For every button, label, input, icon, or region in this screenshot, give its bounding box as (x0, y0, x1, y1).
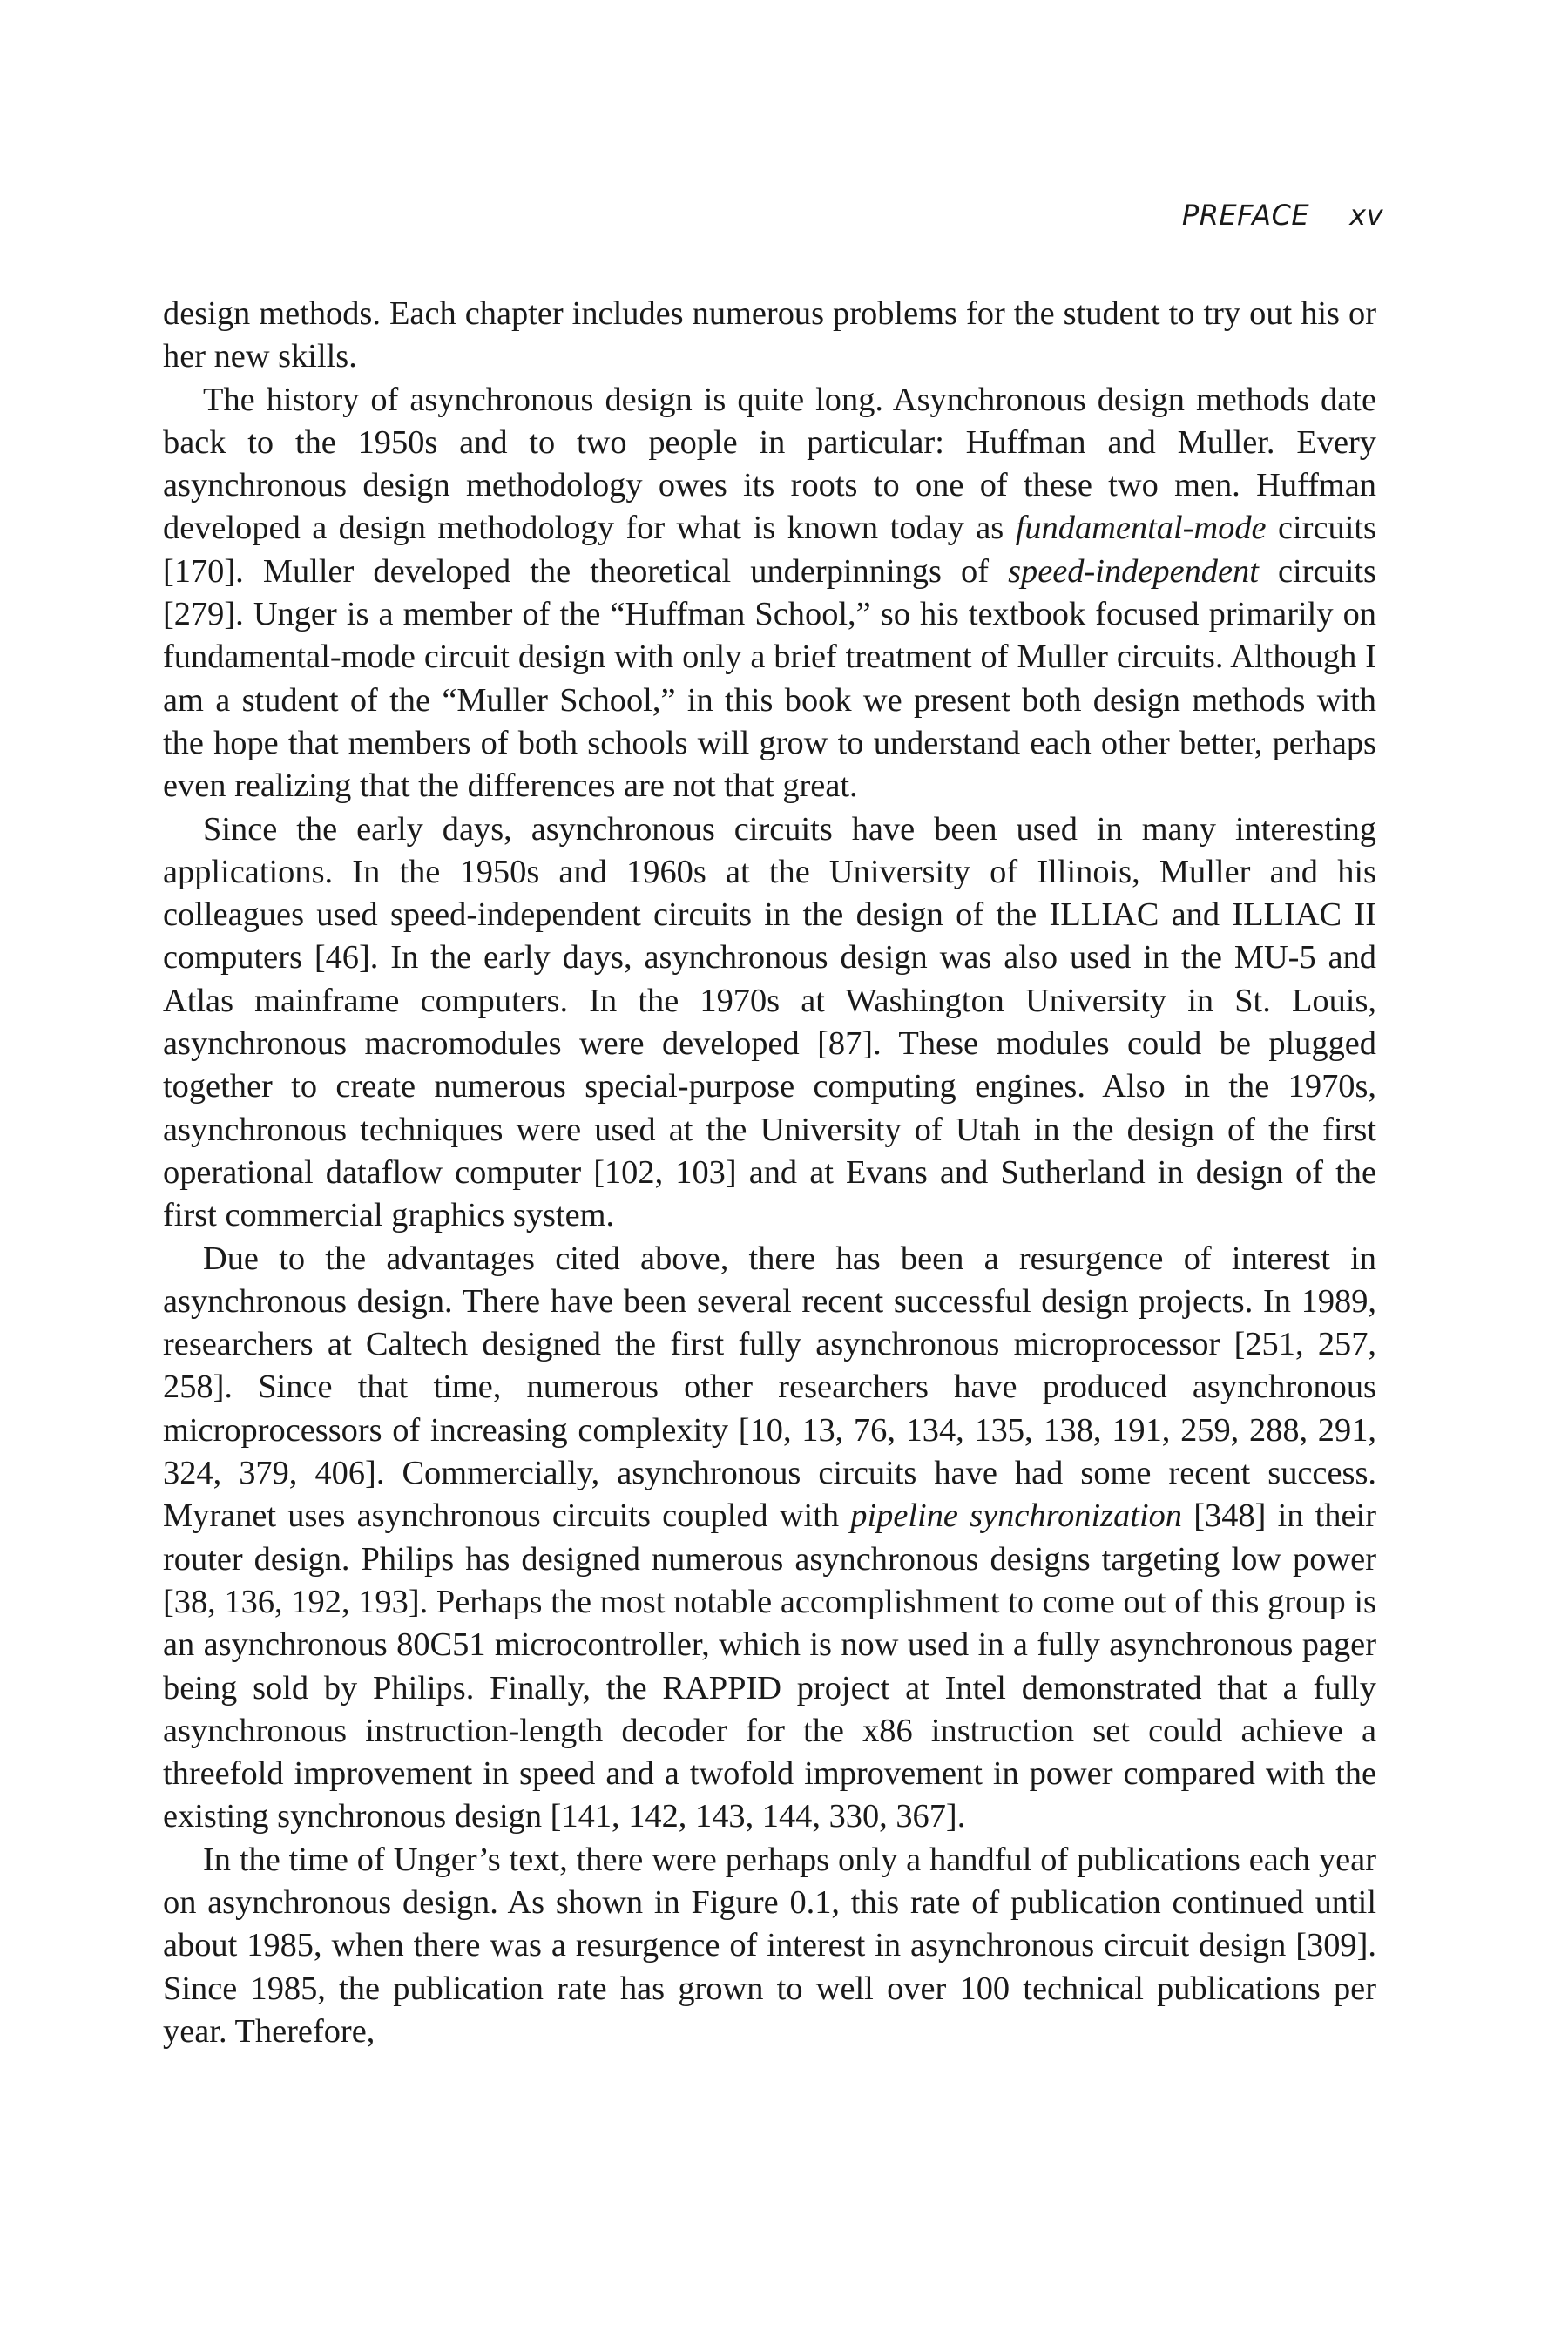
paragraph (163, 1238, 1376, 1839)
italic-term: pipeline synchronization (850, 1497, 1183, 1535)
text-segment: Due to the advantages cited above, there has been a resurgence of interest in asynchronous design. There have been several recent successful design projects. In 1989, researchers at Caltech designed the first fully asynchronous microprocessor [251, 257, 258]. Since that time, numerous other researchers have produced asynchronous microprocessors of increasing complexity [10, 13, 76, 134, 135, 138, 191, 259, 288, 291, 324, 379, 406]. Commercially, asynchronous circuits have had some recent success. Myranet uses asynchronous circuits coupled with (163, 1240, 1376, 1535)
paragraph (163, 1839, 1376, 2053)
section-title: PREFACE (1181, 199, 1310, 232)
body-text (163, 293, 1376, 2053)
text-segment: In the time of Unger’s text, there were perhaps only a handful of publications each year on asynchronous design. As shown in Figure 0.1, this rate of publication continued until about 1985, when there was a resurgence of interest in asynchronous circuit design [309]. Since 1985, the publication rate has grown to well over 100 technical publications per year. Therefore, (163, 1841, 1376, 2050)
text-segment: circuits [279]. Unger is a member of the “Huffman School,” so his textbook focused primarily on fundamental-mode circuit design with only a brief treatment of Muller circuits. Although I am a student of the “Muller School,” in this book we present both design methods with the hope that members of both schools will grow to understand each other better, perhaps even realizing that the differences are not that great. (163, 552, 1376, 805)
paragraph (163, 293, 1376, 379)
paragraph (163, 379, 1376, 808)
text-segment: circuits [170]. Muller developed the theoretical underpinnings of (163, 510, 1376, 590)
text-segment: design methods. Each chapter includes numerous problems for the student to try out his or her new skills. (163, 295, 1376, 375)
text-segment: Since the early days, asynchronous circuits have been used in many interesting applications. In the 1950s and 1960s at the University of Illinois, Muller and his colleagues used speed-independent circuits in the design of the ILLIAC and ILLIAC II computers [46]. In the early days, asynchronous design was also used in the MU-5 and Atlas mainframe computers. In the 1970s at Washington University in St. Louis, asynchronous macromodules were developed [87]. These modules could be plugged together to create numerous special-purpose computing engines. Also in the 1970s, asynchronous techniques were used at the University of Utah in the design of the first operational dataflow computer [102, 103] and at Evans and Sutherland in design of the first commercial graphics system. (163, 810, 1376, 1234)
page-number: xv (1349, 199, 1383, 232)
text-segment: The history of asynchronous design is quite long. Asynchronous design methods date back to the 1950s and to two people in particular: Huffman and Muller. Every asynchronous design methodology owes its roots to one of these two men. Huffman developed a design methodology for what is known today as (163, 381, 1376, 547)
text-segment: [348] in their router design. Philips has designed numerous asynchronous designs targeting low power [38, 136, 192, 193]. Perhaps the most notable accomplishment to come out of this group is an asynchronous 80C51 microcontroller, which is now used in a fully asynchronous pager being sold by Philips. Finally, the RAPPID project at Intel demonstrated that a fully asynchronous instruction-length decoder for the x86 instruction set could achieve a threefold improvement in speed and a twofold improvement in power compared with the existing synchronous design [141, 142, 143, 144, 330, 367]. (163, 1497, 1376, 1835)
paragraph (163, 808, 1376, 1238)
running-head (1182, 199, 1383, 232)
italic-term: speed-independent (1008, 552, 1259, 590)
italic-term: fundamental-mode (1015, 510, 1267, 547)
